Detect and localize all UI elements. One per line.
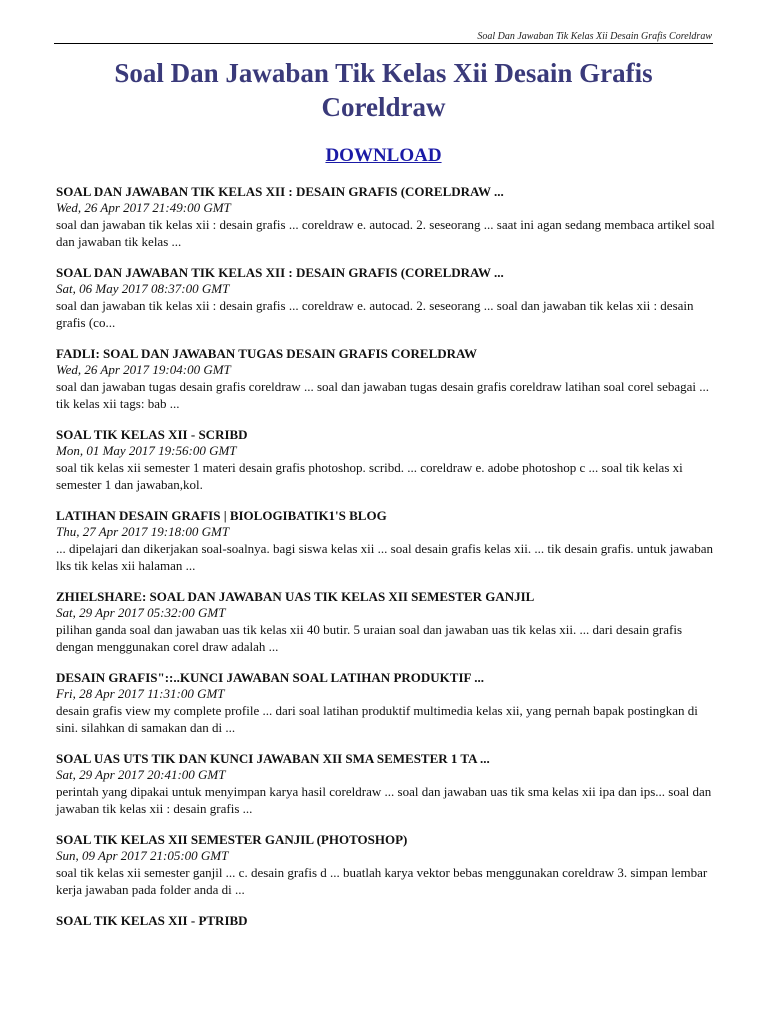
result-title[interactable]: SOAL UAS UTS TIK DAN KUNCI JAWABAN XII SMA SEMESTER 1 TA ... [56, 751, 490, 766]
result-title[interactable]: DESAIN GRAFIS"::..KUNCI JAWABAN SOAL LATIHAN PRODUKTIF ... [56, 670, 484, 685]
result-item [56, 670, 716, 736]
result-title[interactable]: ZHIELSHARE: SOAL DAN JAWABAN UAS TIK KELAS XII SEMESTER GANJIL [56, 589, 535, 604]
result-snippet: soal tik kelas xii semester ganjil ... c. desain grafis d ... buatlah karya vektor bebas menggunakan coreldraw 3. simpan lembar kerja jawaban pada folder anda di ... [56, 865, 708, 897]
result-snippet: soal dan jawaban tik kelas xii : desain grafis ... coreldraw e. autocad. 2. seseorang ... saat ini agan sedang membaca artikel soal dan jawaban tik kelas ... [56, 217, 715, 249]
result-title[interactable]: SOAL TIK KELAS XII - SCRIBD [56, 427, 248, 442]
result-snippet: perintah yang dipakai untuk menyimpan karya hasil coreldraw ... soal dan jawaban uas tik sma kelas xii ipa dan ips... soal dan jawaban tik kelas xii : desain grafis ... [56, 784, 712, 816]
result-item [56, 832, 716, 898]
download-link[interactable]: DOWNLOAD [325, 145, 442, 166]
result-date: Sat, 29 Apr 2017 20:41:00 GMT [56, 767, 226, 782]
result-snippet: soal dan jawaban tugas desain grafis coreldraw ... soal dan jawaban tugas desain grafis coreldraw latihan soal corel sebagai ... tik kelas xii tags: bab ... [56, 379, 710, 411]
result-item [56, 913, 716, 929]
result-title[interactable]: SOAL DAN JAWABAN TIK KELAS XII : DESAIN GRAFIS (CORELDRAW ... [56, 184, 504, 199]
result-title[interactable]: LATIHAN DESAIN GRAFIS | BIOLOGIBATIK1'S BLOG [56, 508, 387, 523]
result-item [56, 265, 716, 331]
result-item [56, 184, 716, 250]
result-snippet: soal dan jawaban tik kelas xii : desain grafis ... coreldraw e. autocad. 2. seseorang ... soal dan jawaban tik kelas xii : desain grafis (co... [56, 298, 694, 330]
result-date: Sun, 09 Apr 2017 21:05:00 GMT [56, 848, 229, 863]
result-title[interactable]: SOAL TIK KELAS XII SEMESTER GANJIL (PHOTOSHOP) [56, 832, 408, 847]
result-title[interactable]: FADLI: SOAL DAN JAWABAN TUGAS DESAIN GRAFIS CORELDRAW [56, 346, 478, 361]
results-list [56, 184, 716, 944]
result-item [56, 346, 716, 412]
result-item [56, 427, 716, 493]
result-title[interactable]: SOAL TIK KELAS XII - PTRIBD [56, 913, 248, 928]
download-container [54, 145, 713, 167]
result-date: Fri, 28 Apr 2017 11:31:00 GMT [56, 686, 225, 701]
result-date: Wed, 26 Apr 2017 21:49:00 GMT [56, 200, 231, 215]
result-date: Wed, 26 Apr 2017 19:04:00 GMT [56, 362, 231, 377]
result-snippet: desain grafis view my complete profile ... dari soal latihan produktif multimedia kelas xii, yang pernah bapak postingkan di sini. silahkan di samakan dan di ... [56, 703, 698, 735]
result-snippet: soal tik kelas xii semester 1 materi desain grafis photoshop. scribd. ... coreldraw e. adobe photoshop c ... soal tik kelas xi semester 1 dan jawaban,kol. [56, 460, 683, 492]
result-snippet: ... dipelajari dan dikerjakan soal-soalnya. bagi siswa kelas xii ... soal desain grafis kelas xii. ... tik desain grafis. untuk jawaban lks tik kelas xii halaman ... [56, 541, 714, 573]
result-date: Sat, 06 May 2017 08:37:00 GMT [56, 281, 230, 296]
result-snippet: pilihan ganda soal dan jawaban uas tik kelas xii 40 butir. 5 uraian soal dan jawaban uas tik kelas xii. ... dari desain grafis dengan menggunakan corel draw adalah ... [56, 622, 682, 654]
result-item [56, 751, 716, 817]
page-title: Soal Dan Jawaban Tik Kelas Xii Desain Grafis Coreldraw [114, 58, 653, 122]
result-date: Sat, 29 Apr 2017 05:32:00 GMT [56, 605, 226, 620]
result-date: Thu, 27 Apr 2017 19:18:00 GMT [56, 524, 230, 539]
header-rule [54, 43, 713, 44]
result-title[interactable]: SOAL DAN JAWABAN TIK KELAS XII : DESAIN GRAFIS (CORELDRAW ... [56, 265, 504, 280]
result-date: Mon, 01 May 2017 19:56:00 GMT [56, 443, 237, 458]
running-header: Soal Dan Jawaban Tik Kelas Xii Desain Grafis Coreldraw [477, 31, 712, 42]
result-item [56, 508, 716, 574]
result-item [56, 589, 716, 655]
